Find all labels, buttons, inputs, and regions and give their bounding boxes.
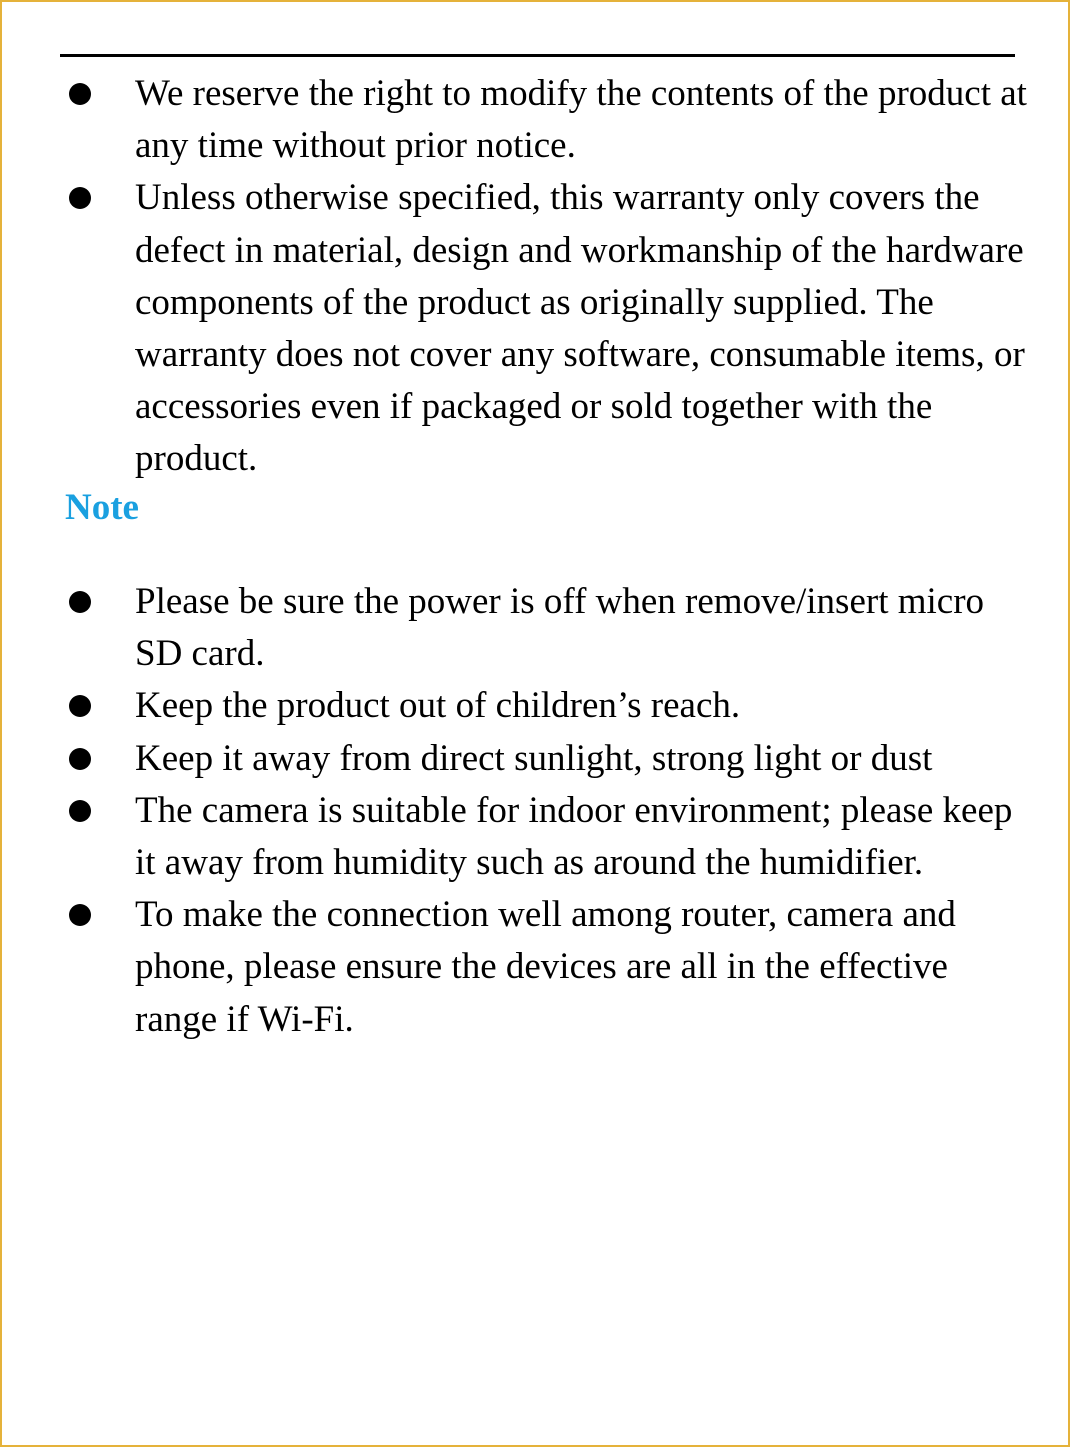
bullet-icon [69, 187, 91, 209]
list-item [2, 889, 1070, 1046]
list-item-text: Keep it away from direct sunlight, strong light or dust [135, 737, 933, 779]
bullet-icon [69, 904, 91, 926]
note-heading: Note [65, 487, 139, 528]
list-item [2, 785, 1070, 889]
bullet-icon [69, 591, 91, 613]
warranty-list [2, 68, 1070, 486]
list-item [2, 172, 1070, 485]
bullet-icon [69, 800, 91, 822]
note-list [2, 576, 1070, 1046]
list-item-text: Unless otherwise specified, this warranty only covers the defect in material, design and workmanship of the hardware components of the product as originally supplied. The warranty does not cover any software, consumable items, or accessories even if packaged or sold together with the product. [135, 177, 1025, 480]
list-item-text: To make the connection well among router, camera and phone, please ensure the devices are all in the effective range if Wi-Fi. [135, 894, 956, 1040]
list-item-text: Please be sure the power is off when remove/insert micro SD card. [135, 581, 985, 675]
list-item [2, 680, 1070, 732]
list-item [2, 68, 1070, 172]
list-item [2, 576, 1070, 680]
list-item-text: The camera is suitable for indoor environment; please keep it away from humidity such as around the humidifier. [135, 789, 1013, 884]
list-item-text: Keep the product out of children’s reach. [135, 685, 741, 727]
bullet-icon [69, 83, 91, 105]
list-item [2, 733, 1070, 785]
top-rule [60, 54, 1015, 57]
list-item-text: We reserve the right to modify the contents of the product at any time without prior notice. [135, 73, 1027, 167]
bullet-icon [69, 748, 91, 770]
bullet-icon [69, 695, 91, 717]
